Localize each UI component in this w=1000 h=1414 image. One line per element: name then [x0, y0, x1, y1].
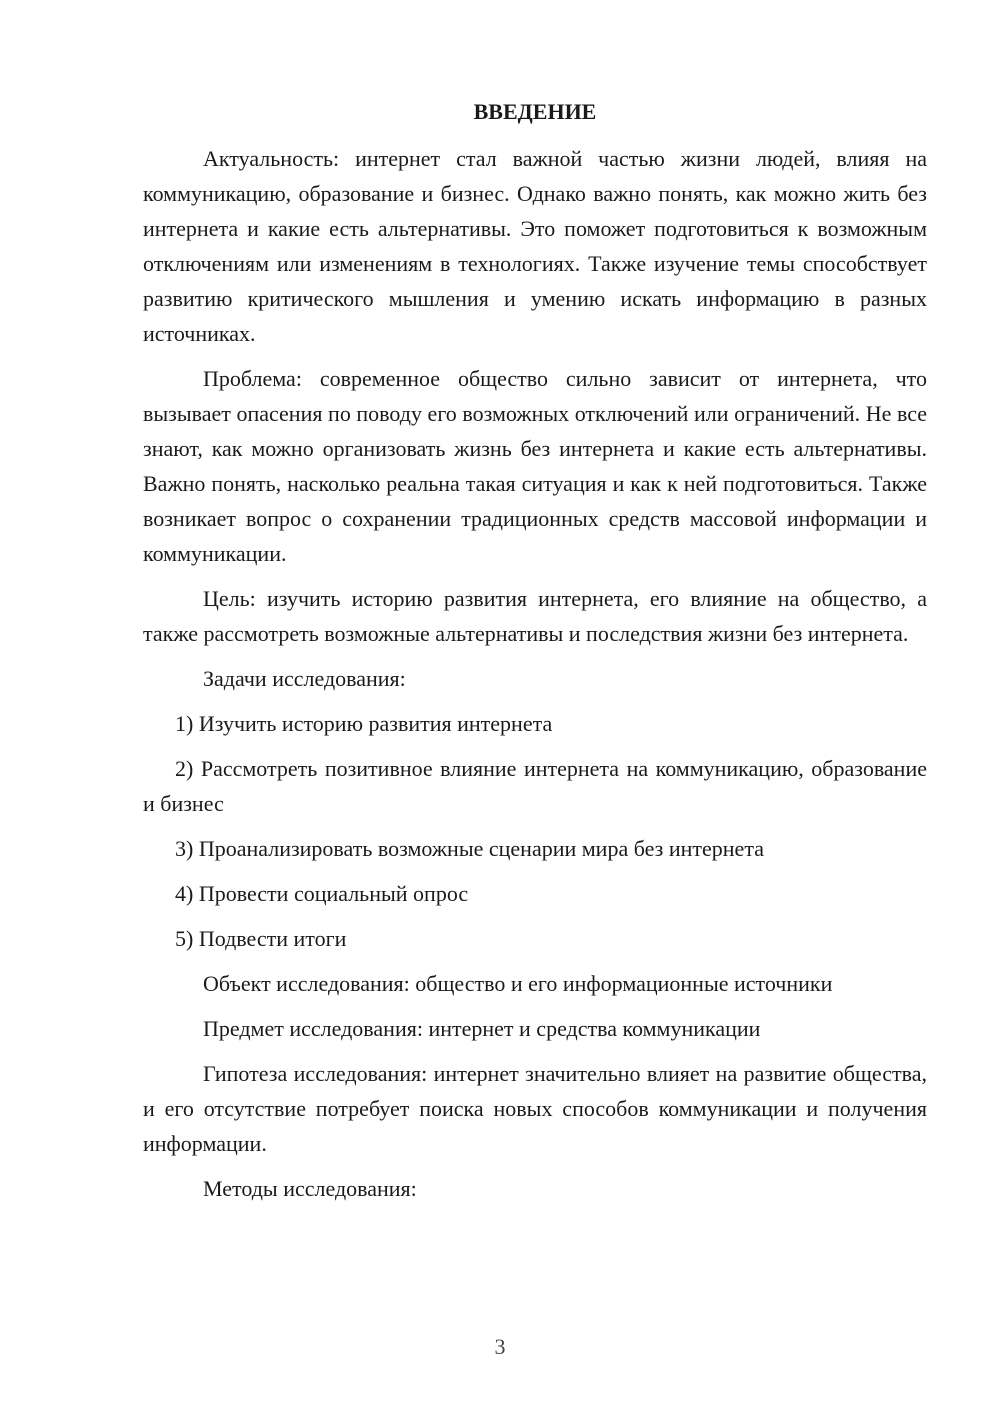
- task-item: 1) Изучить историю развития интернета: [175, 711, 553, 736]
- goal-paragraph: Цель: изучить историю развития интернета, его влияние на общество, а также рассмотреть возможные альтернативы и последствия жизни без интернета.: [143, 586, 927, 646]
- task-item: 2) Рассмотреть позитивное влияние интернета на коммуникацию, образование и бизнес: [143, 756, 927, 816]
- task-item: 5) Подвести итоги: [175, 926, 347, 951]
- hypothesis-paragraph: Гипотеза исследования: интернет значительно влияет на развитие общества, и его отсутствие потребует поиска новых способов коммуникации и получения информации.: [143, 1061, 927, 1156]
- page-content: [143, 94, 927, 1216]
- page-number: 3: [494, 1334, 506, 1359]
- problem-paragraph: Проблема: современное общество сильно зависит от интернета, что вызывает опасения по поводу его возможных отключений или ограничений. Не все знают, как можно организовать жизнь без интернета и какие есть альтернативы. Важно понять, насколько реальна такая ситуация и как к ней подготовиться. Также возникает вопрос о сохранении традиционных средств массовой информации и коммуникации.: [143, 366, 927, 566]
- tasks-heading: Задачи исследования:: [203, 666, 406, 691]
- methods-heading: Методы исследования:: [203, 1176, 417, 1201]
- relevance-paragraph: Актуальность: интернет стал важной частью жизни людей, влияя на коммуникацию, образование и бизнес. Однако важно понять, как можно жить без интернета и какие есть альтернативы. Это поможет подготовиться к возможным отключениям или изменениям в технологиях. Также изучение темы способствует развитию критического мышления и умению искать информацию в разных источниках.: [143, 146, 927, 346]
- research-subject-paragraph: Предмет исследования: интернет и средства коммуникации: [203, 1016, 761, 1041]
- section-title: ВВЕДЕНИЕ: [473, 99, 597, 124]
- research-object-paragraph: Объект исследования: общество и его информационные источники: [203, 971, 833, 996]
- task-item: 4) Провести социальный опрос: [175, 881, 469, 906]
- task-item: 3) Проанализировать возможные сценарии мира без интернета: [175, 836, 764, 861]
